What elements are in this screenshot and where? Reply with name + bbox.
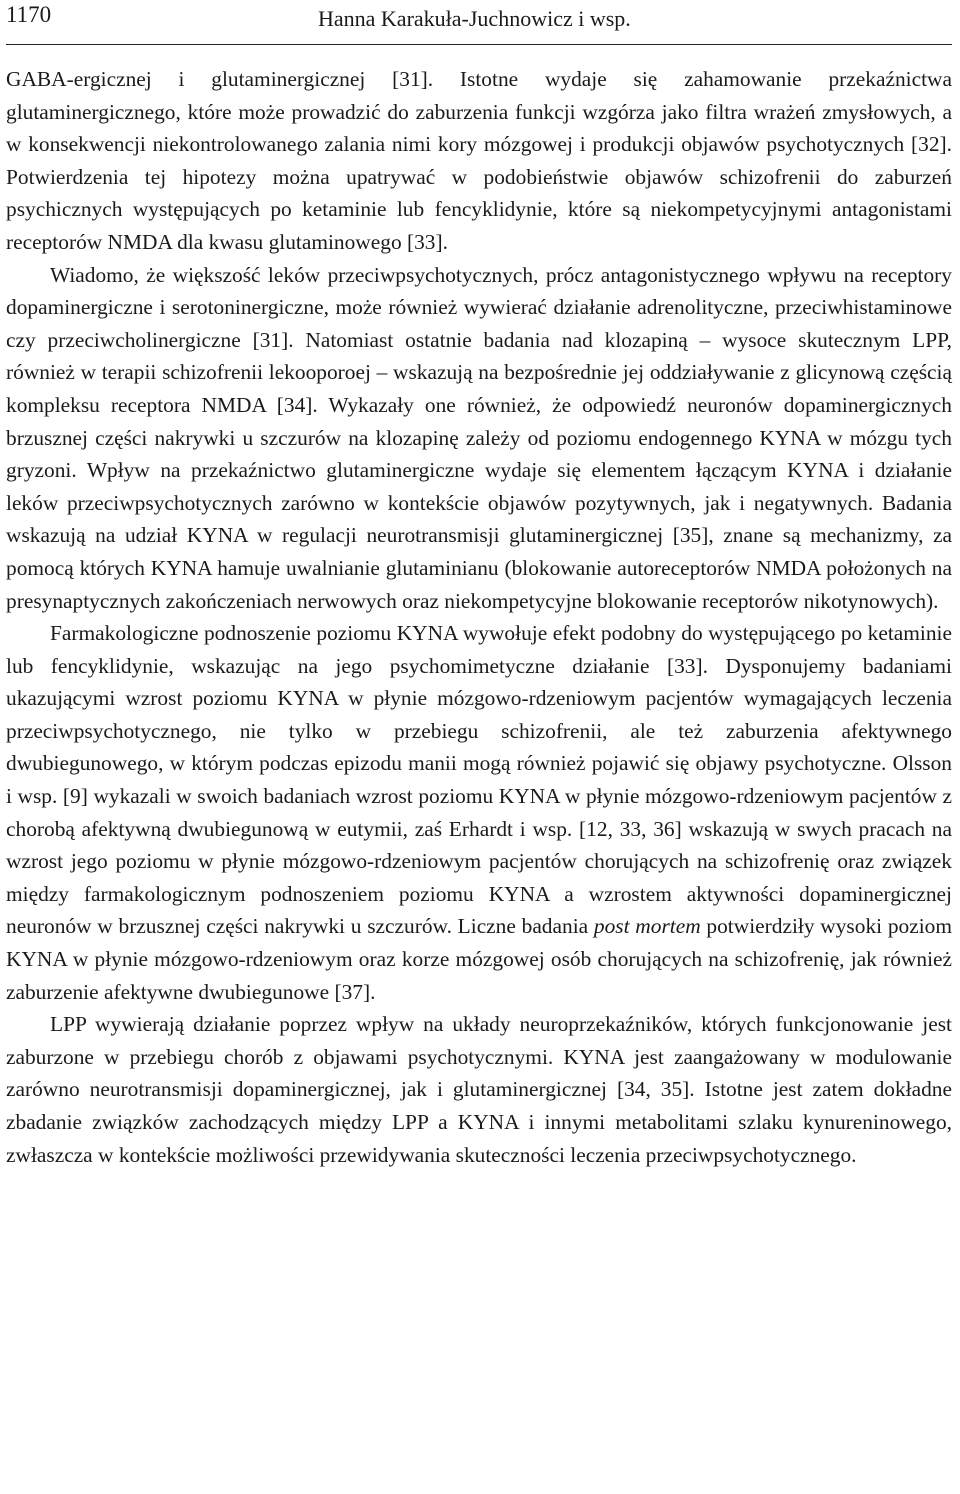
- document-page: [6, 0, 952, 1171]
- paragraph: Wiadomo, że większość leków przeciwpsychotycznych, prócz antagonistycznego wpływu na receptory dopaminergiczne i serotoninergiczne, może również wywierać działanie adrenolityczne, przeciwhistaminowe czy przeciwcholinergiczne [31]. Natomiast ostatnie badania nad klozapiną – wysoce skutecznym LPP, również w terapii schizofrenii lekooporoej – wskazują na bezpośrednie jej oddziaływanie z glicynową częścią kompleksu receptora NMDA [34]. Wykazały one również, że odpowiedź neuronów dopaminergicznych brzusznej części nakrywki u szczurów na klozapinę zależy od poziomu endogennego KYNA w mózgu tych gryzoni. Wpływ na przekaźnictwo glutaminergiczne wydaje się elementem łączącym KYNA i działanie leków przeciwpsychotycznych zarówno w kontekście objawów pozytywnych, jak i negatywnych. Badania wskazują na udział KYNA w regulacji neurotransmisji glutaminergicznej [35], znane są mechanizmy, za pomocą których KYNA hamuje uwalnianie glutaminianu (blokowanie autoreceptorów NMDA położonych na presynaptycznych zakończeniach nerwowych oraz niekompetycyjne blokowanie receptorów nikotynowych).: [6, 262, 952, 613]
- italic-term: post mortem: [593, 914, 701, 939]
- body-text: [6, 63, 952, 1171]
- page-number: 1170: [6, 2, 52, 27]
- page-header: [6, 0, 952, 45]
- paragraph-continued: GABA-ergicznej i glutaminergicznej [31]. Istotne wydaje się zahamowanie przekaźnictwa glutaminergicznego, które może prowadzić do zaburzenia funkcji wzgórza jako filtra wrażeń zmysłowych, a w konsekwencji niekontrolowanego zalania nimi kory mózgowej i produkcji objawów psychotycznych [32]. Potwierdzenia tej hipotezy można upatrywać w podobieństwie objawów schizofrenii do zaburzeń psychicznych występujących po ketaminie lub fencyklidynie, które są niekompetycyjnymi antagonistami receptorów NMDA dla kwasu glutaminowego [33].: [6, 67, 952, 254]
- paragraph-text: potwierdziły wysoki poziom KYNA w płynie mózgowo-rdzeniowym oraz korze mózgowej osób chorujących na schizofrenię, jak również zaburzenie afektywne dwubiegunowe [37].: [6, 914, 952, 1004]
- paragraph-text: Farmakologiczne podnoszenie poziomu KYNA wywołuje efekt podobny do występującego po ketaminie lub fencyklidynie, wskazując na jego psychomimetyczne działanie [33]. Dysponujemy badaniami ukazującymi wzrost poziomu KYNA w płynie mózgowo-rdzeniowym pacjentów wymagających leczenia przeciwpsychotycznego, nie tylko w przebiegu schizofrenii, ale też zaburzenia afektywnego dwubiegunowego, w którym podczas epizodu manii mogą również pojawić się objawy psychotyczne. Olsson i wsp. [9] wykazali w swoich badaniach wzrost poziomu KYNA w płynie mózgowo-rdzeniowym pacjentów z chorobą afektywną dwubiegunową w eutymii, zaś Erhardt i wsp. [12, 33, 36] wskazują w swych pracach na wzrost jego poziomu w płynie mózgowo-rdzeniowym pacjentów chorujących na schizofrenię oraz związek między farmakologicznym podnoszeniem poziomu KYNA a wzrostem aktywności dopaminergicznej neuronów w brzusznej części nakrywki u szczurów. Liczne badania: [6, 621, 952, 939]
- paragraph: LPP wywierają działanie poprzez wpływ na układy neuroprzekaźników, których funkcjonowanie jest zaburzone w przebiegu chorób z objawami psychotycznymi. KYNA jest zaangażowany w modulowanie zarówno neurotransmisji dopaminergicznej, jak i glutaminergicznej [34, 35]. Istotne jest zatem dokładne zbadanie związków zachodzących między LPP a KYNA i innymi metabolitami szlaku kynureninowego, zwłaszcza w kontekście możliwości przewidywania skuteczności leczenia przeciwpsychotycznego.: [6, 1012, 952, 1167]
- paragraph: [6, 617, 952, 1008]
- running-head: Hanna Karakuła-Juchnowicz i wsp.: [318, 6, 631, 31]
